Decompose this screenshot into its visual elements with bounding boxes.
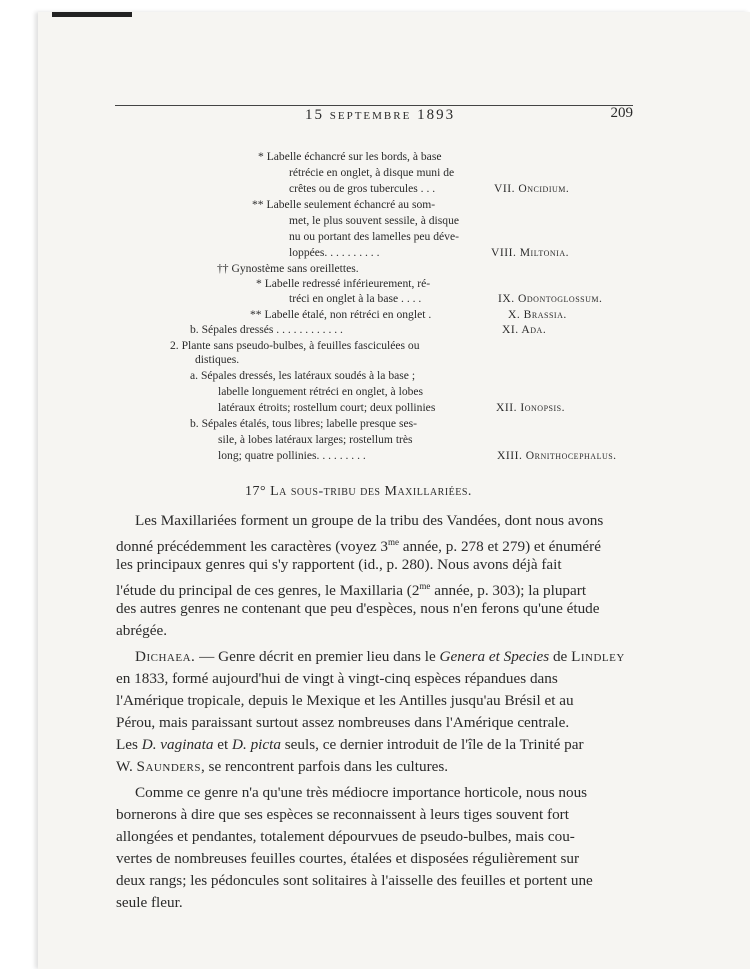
key-line: met, le plus souvent sessile, à disque (289, 214, 460, 227)
text-line: vertes de nombreuses feuilles courtes, étalées et disposées régulièrement sur (116, 850, 580, 867)
key-line: long; quatre pollinies. . . . . . . . . (218, 449, 366, 462)
text-line (116, 735, 584, 754)
key-line: rétrécie en onglet, à disque muni de (289, 166, 455, 179)
text-span: année, p. 303); la plupart (430, 582, 587, 600)
key-line: crêtes ou de gros tubercules . . . (289, 182, 436, 195)
header-rule (115, 105, 633, 106)
genus-label: XII. Ionopsis. (496, 401, 565, 414)
text-line: les principaux genres qui s'y rapportent (id., p. 280). Nous avons déjà fait (116, 556, 562, 573)
text-line: des autres genres ne contenant que peu d'espèces, nous n'en ferons qu'une étude (116, 600, 600, 617)
key-line: †† Gynostème sans oreillettes. (217, 262, 359, 275)
genus-heading: Dichaea. (135, 648, 196, 665)
text-line: seule fleur. (116, 894, 183, 911)
key-line: latéraux étroits; rostellum court; deux pollinies (218, 401, 436, 414)
key-line: a. Sépales dressés, les latéraux soudés à la base ; (190, 369, 416, 382)
key-line: ** Labelle étalé, non rétréci en onglet . (250, 308, 432, 321)
section-title: 17° La sous-tribu des Maxillariées. (245, 484, 472, 499)
text-line: Comme ce genre n'a qu'une très médiocre importance horticole, nous nous (135, 784, 588, 801)
text-span: année, p. 278 et 279) et énuméré (398, 538, 601, 556)
text-span: Les (116, 736, 142, 753)
key-line: distiques. (195, 353, 240, 366)
author-name: Lindley (571, 648, 625, 665)
key-line: * Labelle redressé inférieurement, ré- (256, 277, 431, 290)
running-header (115, 105, 633, 127)
text-line: Pérou, mais paraissant surtout assez nombreuses dans l'Amérique centrale. (116, 714, 570, 731)
text-span: l'étude du principal de ces genres, le Maxillaria (2 (116, 582, 420, 600)
text-line (135, 647, 625, 666)
text-span: — Genre décrit en premier lieu dans le (195, 648, 440, 665)
genus-label: IX. Odontoglossum. (498, 292, 603, 305)
text-span: et (213, 736, 233, 753)
key-line: b. Sépales dressés . . . . . . . . . . . . (190, 323, 343, 336)
superscript: me (387, 537, 399, 547)
person-name: Saunders (136, 758, 201, 775)
text-line (116, 533, 601, 556)
key-line: labelle longuement rétréci en onglet, à lobes (218, 385, 424, 398)
key-line: loppées. . . . . . . . . . (289, 246, 380, 259)
page-number: 209 (610, 105, 633, 121)
genus-label: XIII. Ornithocephalus. (497, 449, 617, 462)
text-line: Les Maxillariées forment un groupe de la tribu des Vandées, dont nous avons (135, 512, 604, 529)
key-line: 2. Plante sans pseudo-bulbes, à feuilles fasciculées ou (170, 339, 420, 352)
key-line: tréci en onglet à la base . . . . (289, 292, 422, 305)
species-name: D. picta (232, 736, 281, 753)
header-date: 15 septembre 1893 (305, 107, 456, 123)
superscript: me (419, 581, 431, 591)
key-line: nu ou portant des lamelles peu déve- (289, 230, 459, 243)
text-line: allongées et pendantes, totalement dépourvues de pseudo-bulbes, mais cou- (116, 828, 575, 845)
text-line (116, 577, 586, 600)
key-line: b. Sépales étalés, tous libres; labelle presque ses- (190, 417, 417, 430)
text-line: en 1833, formé aujourd'hui de vingt à vingt-cinq espèces répandues dans (116, 670, 558, 687)
text-span: seuls, ce dernier introduit de l'île de la Trinité par (280, 736, 584, 753)
text-span: W. (116, 758, 137, 775)
genus-label: VII. Oncidium. (494, 182, 570, 195)
scan-edge-mark (52, 12, 132, 17)
text-span: donné précédemment les caractères (voyez 3 (116, 538, 388, 556)
text-line: bornerons à dire que ses espèces se reconnaissent à leurs tiges souvent fort (116, 806, 569, 823)
text-span: de (549, 648, 572, 665)
key-line: sile, à lobes latéraux larges; rostellum très (218, 433, 413, 446)
species-name: D. vaginata (141, 736, 214, 753)
genus-label: VIII. Miltonia. (491, 246, 570, 259)
italic-title: Genera et Species (439, 648, 550, 665)
genus-label: XI. Ada. (502, 323, 547, 336)
text-line: abrégée. (116, 622, 168, 639)
text-line: l'Amérique tropicale, depuis le Mexique et les Antilles jusqu'au Brésil et au (116, 692, 574, 709)
genus-label: X. Brassia. (508, 308, 567, 321)
text-line: deux rangs; les pédoncules sont solitaires à l'aisselle des feuilles et portent une (116, 872, 593, 889)
key-line: * Labelle échancré sur les bords, à base (258, 150, 442, 163)
key-line: ** Labelle seulement échancré au som- (252, 198, 436, 211)
text-span: , se rencontrent parfois dans les cultures. (200, 758, 449, 775)
text-line (116, 757, 448, 776)
